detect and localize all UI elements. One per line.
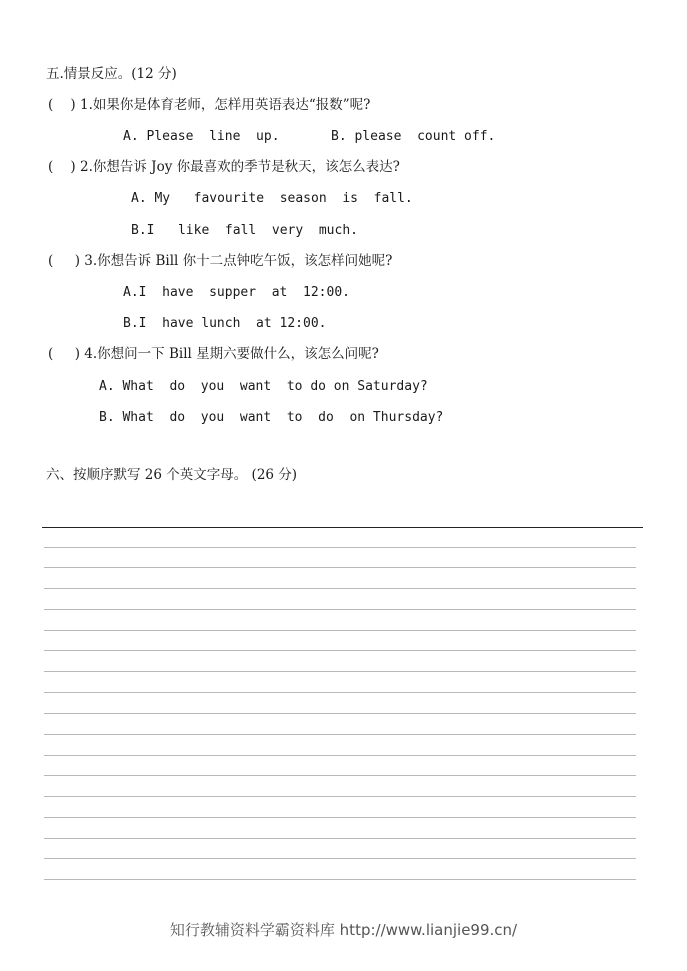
writing-line: [44, 755, 636, 756]
question-4-stem: ( ) 4.你想问一下 Bill 星期六要做什么，该怎么问呢?: [48, 346, 379, 362]
writing-line: [44, 650, 636, 651]
section5-heading: 五.情景反应。(12 分): [46, 66, 177, 82]
writing-line: [44, 692, 636, 693]
question-4-option-b: B. What do you want to do on Thursday?: [99, 410, 444, 425]
question-1-stem: ( ) 1.如果你是体育老师，怎样用英语表达“报数”呢?: [48, 97, 371, 113]
writing-line: [44, 879, 636, 880]
writing-line: [44, 547, 636, 548]
question-3-stem: ( ) 3.你想告诉 Bill 你十二点钟吃午饭，该怎样问她呢?: [48, 253, 393, 269]
question-4-option-a: A. What do you want to do on Saturday?: [99, 379, 428, 394]
writing-line: [44, 734, 636, 735]
writing-line: [44, 838, 636, 839]
question-1-option-a: A. Please line up.: [123, 129, 280, 144]
question-2-option-b: B.I like fall very much.: [131, 223, 358, 238]
question-3-option-b: B.I have lunch at 12:00.: [123, 316, 327, 331]
question-2-option-a: A. My favourite season is fall.: [131, 191, 413, 206]
writing-line: [44, 858, 636, 859]
writing-line: [44, 796, 636, 797]
question-3-option-a: A.I have supper at 12:00.: [123, 285, 350, 300]
writing-line: [44, 817, 636, 818]
writing-line: [44, 671, 636, 672]
writing-line: [44, 775, 636, 776]
question-1-option-b: B. please count off.: [331, 129, 496, 144]
writing-line: [44, 609, 636, 610]
footer-watermark: 知行教辅资料学霸资料库 http://www.lianjie99.cn/: [169, 921, 518, 939]
writing-line: [44, 567, 636, 568]
writing-line: [44, 588, 636, 589]
writing-line: [44, 630, 636, 631]
writing-line: [44, 713, 636, 714]
question-2-stem: ( ) 2.你想告诉 Joy 你最喜欢的季节是秋天，该怎么表达?: [48, 159, 400, 175]
writing-top-rule: [42, 527, 643, 528]
section6-heading: 六、按顺序默写 26 个英文字母。 (26 分): [46, 467, 298, 483]
